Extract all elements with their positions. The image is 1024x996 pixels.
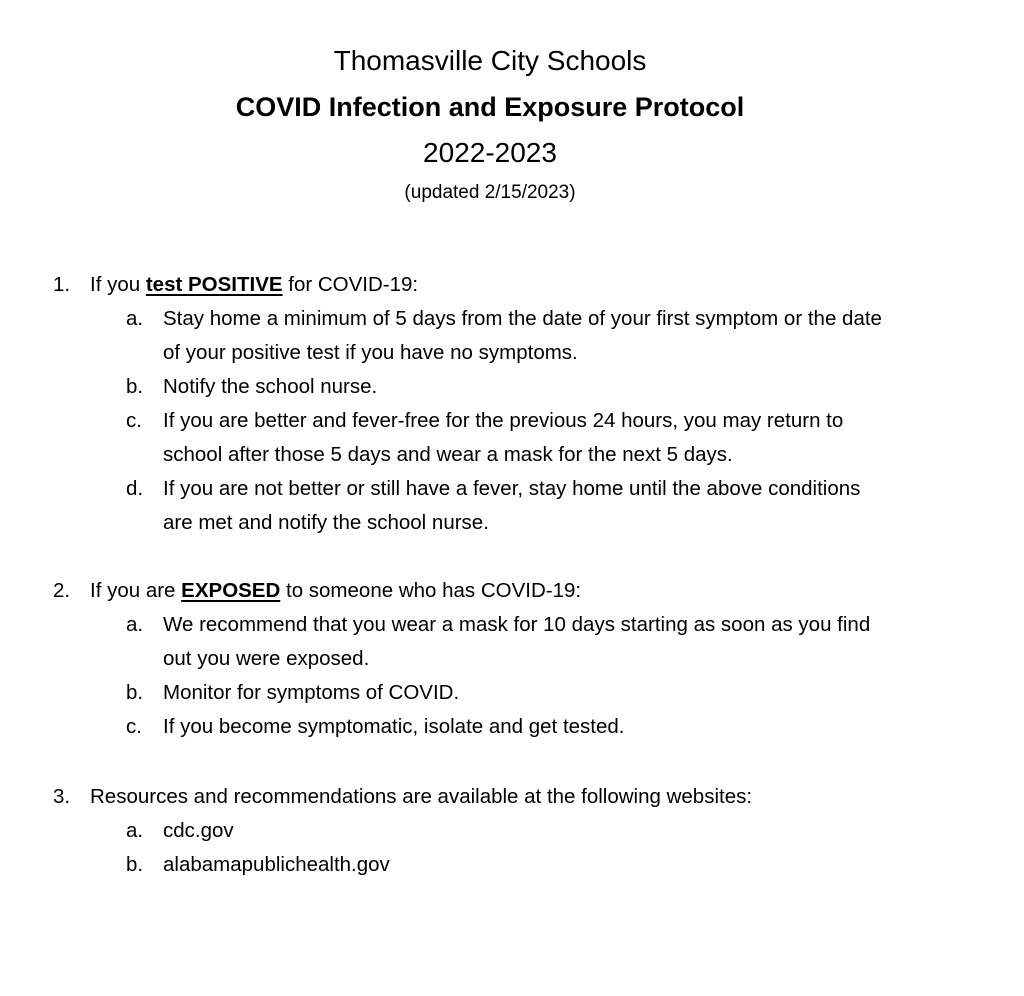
section-number: 2.: [53, 579, 71, 602]
list-item: [0, 814, 1024, 848]
item-text: Monitor for symptoms of COVID.: [163, 681, 460, 704]
item-letter: a.: [126, 307, 144, 330]
section-heading: [0, 268, 1024, 302]
section-heading-text: [90, 268, 418, 302]
list-item: [0, 472, 1024, 540]
section-exposed: [0, 574, 1024, 744]
heading-suffix: for COVID-19:: [282, 273, 419, 296]
section-test-positive: [0, 268, 1024, 540]
item-text: If you become symptomatic, isolate and get tested.: [163, 715, 625, 738]
section-number: 3.: [53, 785, 71, 808]
item-text: are met and notify the school nurse.: [163, 511, 489, 534]
list-item: [0, 676, 1024, 710]
list-item: [0, 710, 1024, 744]
heading-prefix: If you: [90, 273, 146, 296]
item-text: If you are better and fever-free for the previous 24 hours, you may return to: [163, 409, 844, 432]
document-header: [0, 38, 980, 210]
item-text: Stay home a minimum of 5 days from the date of your first symptom or the date: [163, 307, 882, 330]
item-text: Notify the school nurse.: [163, 375, 378, 398]
item-text: If you are not better or still have a fever, stay home until the above conditions: [163, 477, 861, 500]
item-letter: d.: [126, 477, 144, 500]
list-item: [0, 608, 1024, 676]
updated-date: (updated 2/15/2023): [404, 182, 576, 203]
item-letter: c.: [126, 409, 142, 432]
section-number: 1.: [53, 273, 71, 296]
heading-emphasis: test POSITIVE: [145, 273, 283, 296]
protocol-title: COVID Infection and Exposure Protocol: [235, 92, 745, 122]
item-letter: b.: [126, 375, 144, 398]
list-item: [0, 404, 1024, 472]
item-letter: a.: [126, 613, 144, 636]
item-letter: c.: [126, 715, 142, 738]
item-text: of your positive test if you have no symptoms.: [163, 341, 578, 364]
section-heading: [0, 780, 1024, 814]
item-text: out you were exposed.: [163, 647, 370, 670]
item-letter: b.: [126, 853, 144, 876]
heading-emphasis: EXPOSED: [181, 579, 281, 602]
heading-prefix: If you are: [90, 579, 182, 602]
section-heading-text: Resources and recommendations are available at the following websites:: [90, 785, 753, 808]
item-text: We recommend that you wear a mask for 10 days starting as soon as you find: [163, 613, 871, 636]
section-resources: [0, 780, 1024, 882]
school-name: Thomasville City Schools: [333, 45, 647, 76]
item-text: school after those 5 days and wear a mask for the next 5 days.: [163, 443, 733, 466]
item-letter: b.: [126, 681, 144, 704]
section-heading: [0, 574, 1024, 608]
website-cdc: cdc.gov: [163, 819, 234, 842]
heading-suffix: to someone who has COVID-19:: [280, 579, 582, 602]
list-item: [0, 848, 1024, 882]
website-alabama-public-health: alabamapublichealth.gov: [163, 853, 390, 876]
section-heading-text: [90, 574, 581, 608]
list-item: [0, 302, 1024, 370]
item-letter: a.: [126, 819, 144, 842]
school-year: 2022-2023: [423, 137, 557, 168]
list-item: [0, 370, 1024, 404]
